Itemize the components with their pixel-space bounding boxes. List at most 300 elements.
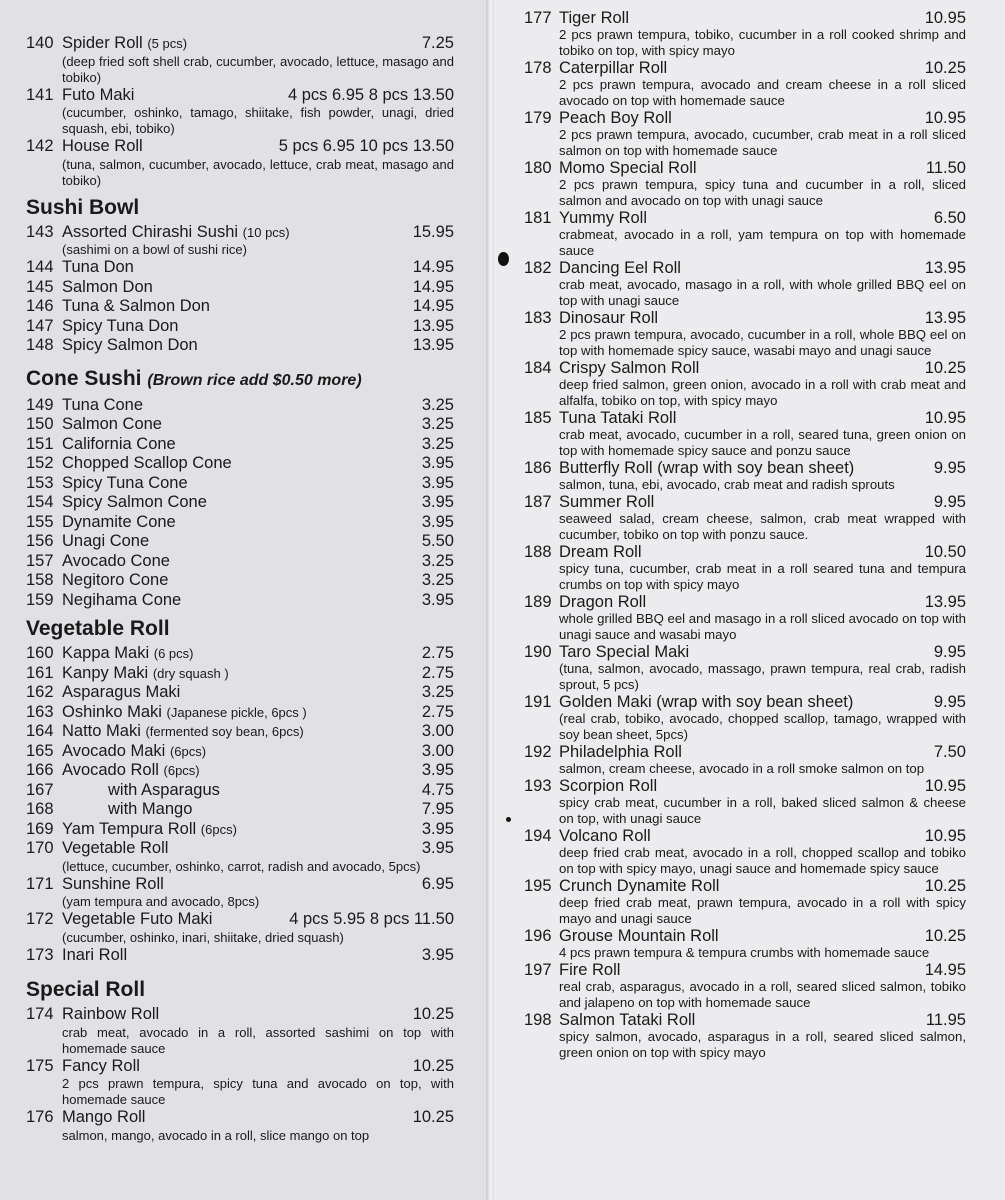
menu-item: [524, 310, 966, 359]
item-number: 144: [26, 258, 54, 276]
item-name: [62, 336, 413, 356]
item-description: 2 pcs prawn tempura, spicy tuna and cucumber in a roll, sliced salmon and avocado on top with unagi sauce: [559, 177, 966, 208]
item-description: crab meat, avocado, masago in a roll, with whole grilled BBQ eel on top with unagi sauce: [559, 277, 966, 308]
item-price: 11.50: [925, 159, 966, 177]
item-name-text: Tuna Don: [62, 258, 134, 276]
item-price: 3.95: [421, 761, 454, 779]
item-name-text: Tuna Tataki Roll: [559, 409, 677, 427]
item-name-text: Salmon Cone: [62, 415, 162, 433]
item-name-text: Spider Roll: [62, 34, 143, 52]
menu-item: [524, 544, 966, 593]
menu-item: [524, 160, 966, 209]
item-price: 10.25: [924, 877, 966, 895]
list-vegetable-roll: [26, 644, 454, 965]
item-quantity: (6pcs): [169, 743, 207, 759]
menu-item: [26, 86, 454, 138]
item-number: 190: [524, 643, 552, 661]
item-number: 172: [26, 910, 54, 928]
item-name-text: Spicy Tuna Cone: [62, 473, 188, 492]
item-name: [62, 474, 422, 494]
item-description: seaweed salad, cream cheese, salmon, crab meat wrapped with cucumber, tobiko on top with ponzu sauce.: [559, 511, 966, 542]
item-description: crabmeat, avocado in a roll, yam tempura on top with homemade sauce: [559, 227, 966, 258]
item-number: 196: [524, 927, 552, 945]
item-description: deep fried salmon, green onion, avocado in a roll with crab meat and alfalfa, tobiko on top, with spicy mayo: [559, 377, 966, 408]
menu-item: [26, 839, 454, 875]
menu-item: [524, 410, 966, 459]
item-quantity: (Japanese pickle, 6pcs ): [166, 704, 307, 720]
item-price: 13.95: [924, 259, 966, 277]
menu-item: [26, 493, 454, 513]
item-quantity: (dry squash ): [152, 665, 229, 681]
item-name-text: Philadelphia Roll: [559, 743, 682, 761]
item-name: [559, 828, 925, 845]
item-name: [62, 396, 422, 416]
menu-item-line: [524, 460, 966, 477]
menu-item-line: [26, 1057, 454, 1077]
menu-item: [26, 336, 454, 356]
menu-item: [524, 594, 966, 643]
item-number: 151: [26, 434, 54, 453]
menu-item-line: [26, 396, 454, 416]
item-price: 4 pcs 5.95 8 pcs 11.50: [289, 910, 454, 928]
item-name-text: Taro Special Maki: [559, 643, 690, 661]
menu-item: [26, 223, 454, 259]
item-name: [62, 875, 422, 895]
menu-item-line: [26, 223, 454, 243]
menu-item: [26, 454, 454, 474]
menu-item: [524, 360, 966, 409]
menu-item-line: [26, 532, 454, 552]
menu-item: [524, 260, 966, 309]
item-number: 149: [26, 395, 54, 414]
item-number: 186: [524, 459, 552, 477]
item-name: [62, 415, 422, 435]
menu-item-line: [26, 137, 454, 157]
item-price: 10.25: [924, 59, 966, 77]
item-name-text: Fire Roll: [559, 961, 621, 979]
item-name-text: Tuna & Salmon Don: [62, 297, 210, 315]
item-name: [62, 435, 422, 455]
item-number: 171: [26, 874, 54, 893]
menu-item-line: [26, 571, 454, 591]
menu-item: [26, 1108, 454, 1144]
item-description: (cucumber, oshinko, inari, shiitake, dried squash): [62, 929, 344, 945]
item-name: [62, 910, 289, 930]
item-price: 7.50: [933, 743, 966, 761]
item-name: [62, 223, 413, 243]
item-number: 188: [524, 543, 552, 561]
item-number: 175: [26, 1056, 54, 1075]
right-column: [524, 10, 966, 1062]
item-description: 2 pcs prawn tempura, tobiko, cucumber in a roll cooked shrimp and tobiko on top, with spicy mayo: [559, 27, 966, 58]
item-number: 156: [26, 532, 54, 550]
item-price: 15.95: [412, 222, 454, 241]
list-special-roll: [26, 1005, 454, 1144]
menu-item-line: [26, 493, 454, 513]
item-name-text: Butterfly Roll (wrap with soy bean sheet): [559, 459, 855, 477]
item-price: 3.95: [421, 839, 454, 857]
item-name-text: Asparagus Maki: [62, 683, 181, 701]
item-name: [559, 410, 925, 427]
item-price: 14.95: [924, 961, 966, 979]
menu-item: [26, 552, 454, 572]
menu-item: [26, 34, 454, 86]
item-name-text: Vegetable Futo Maki: [62, 910, 213, 928]
item-name: [62, 137, 279, 157]
item-description: spicy crab meat, cucumber in a roll, baked sliced salmon & cheese on top, with unagi sauce: [559, 795, 966, 826]
menu-item: [26, 742, 454, 762]
item-name-text: Avocado Cone: [62, 551, 170, 570]
menu-item: [524, 928, 966, 961]
item-name-text: Dream Roll: [559, 543, 642, 561]
item-price: 11.95: [925, 1011, 966, 1029]
item-number: 150: [26, 415, 54, 433]
menu-item: [26, 722, 454, 742]
menu-item: [524, 694, 966, 743]
item-price: 3.25: [421, 434, 454, 453]
item-number: 179: [524, 109, 552, 127]
item-name: [559, 260, 925, 277]
item-name-text: Chopped Scallop Cone: [62, 454, 232, 472]
section-subtitle: (Brown rice add $0.50 more): [147, 371, 362, 389]
menu-item-line: [524, 360, 966, 377]
item-number: 161: [26, 663, 54, 682]
item-number: 176: [26, 1108, 54, 1126]
item-number: 194: [524, 827, 552, 845]
item-name: [559, 360, 925, 377]
item-number: 191: [524, 693, 552, 711]
item-number: 145: [26, 277, 54, 296]
menu-item: [524, 878, 966, 927]
item-quantity: (6pcs): [163, 763, 200, 778]
item-name-text: Volcano Roll: [559, 827, 651, 845]
item-price: 3.25: [421, 395, 454, 414]
menu-item-line: [26, 454, 454, 474]
item-name-text: Scorpion Roll: [559, 777, 658, 795]
item-name-text: Avocado Roll: [62, 761, 159, 779]
item-price: 6.50: [933, 209, 966, 227]
menu-item-line: [26, 683, 454, 703]
item-number: 148: [26, 336, 54, 354]
item-description: salmon, tuna, ebi, avocado, crab meat and radish sprouts: [559, 477, 895, 492]
item-name: [62, 644, 422, 664]
item-name-text: Sunshine Roll: [62, 874, 164, 893]
item-quantity: (10 pcs): [242, 224, 290, 240]
item-number: 143: [26, 222, 54, 241]
item-name-text: Crunch Dynamite Roll: [559, 877, 720, 895]
item-number: 168: [26, 800, 54, 818]
item-quantity: (fermented soy bean, 6pcs): [145, 724, 304, 739]
item-name: [559, 778, 925, 795]
item-price: 3.25: [421, 415, 454, 433]
menu-item: [524, 60, 966, 109]
item-price: 14.95: [412, 297, 454, 315]
item-number: 189: [524, 593, 552, 611]
item-name-text: Summer Roll: [559, 493, 655, 511]
item-name-text: Avocado Maki: [62, 741, 166, 760]
menu-item-line: [26, 664, 454, 684]
item-name: [559, 60, 925, 77]
menu-item-line: [26, 722, 454, 742]
menu-item-line: [524, 10, 966, 27]
menu-item: [524, 644, 966, 693]
menu-item: [26, 781, 454, 801]
menu-item-line: [26, 34, 454, 54]
item-description: (tuna, salmon, cucumber, avocado, lettuce, crab meat, masago and tobiko): [62, 156, 454, 188]
menu-item-line: [26, 278, 454, 298]
item-name-text: Spicy Salmon Cone: [62, 493, 207, 511]
item-description: 2 pcs prawn tempura, spicy tuna and avocado on top, with homemade sauce: [62, 1076, 454, 1107]
section-title-cone-sushi: [26, 366, 454, 394]
menu-item-line: [524, 110, 966, 127]
menu-item: [26, 1005, 454, 1057]
menu-item: [524, 1012, 966, 1061]
page-fold: [486, 0, 494, 1200]
menu-item-line: [26, 435, 454, 455]
item-price: 4 pcs 6.95 8 pcs 13.50: [287, 85, 454, 104]
menu-item-line: [26, 297, 454, 317]
item-number: 195: [524, 877, 552, 895]
item-price: 10.25: [412, 1056, 454, 1075]
item-description: 4 pcs prawn tempura & tempura crumbs with homemade sauce: [559, 945, 930, 960]
item-name-text: Golden Maki (wrap with soy bean sheet): [559, 693, 854, 711]
item-price: 10.95: [924, 409, 966, 427]
menu-item: [26, 910, 454, 946]
item-name: [559, 544, 925, 561]
item-name-text: Grouse Mountain Roll: [559, 927, 719, 945]
menu-item-line: [26, 875, 454, 895]
item-number: 163: [26, 702, 54, 721]
item-description: crab meat, avocado in a roll, assorted sashimi on top with homemade sauce: [62, 1024, 454, 1056]
menu-item-line: [524, 160, 966, 177]
item-price: 5.50: [421, 532, 454, 550]
item-price: 7.95: [421, 800, 454, 818]
item-name-text: Assorted Chirashi Sushi: [62, 222, 239, 241]
menu-item: [524, 778, 966, 827]
item-number: 198: [524, 1011, 552, 1029]
item-description: deep fried crab meat, avocado in a roll, chopped scallop and tobiko on top with spicy mayo, unagi sauce and homemade spicy sauce: [559, 845, 966, 876]
item-number: 140: [26, 34, 54, 52]
item-name: [559, 160, 926, 177]
item-name: [62, 683, 422, 703]
item-name-text: House Roll: [62, 137, 143, 155]
item-name: [559, 494, 934, 511]
item-quantity: (6pcs): [200, 821, 237, 837]
item-name: [559, 744, 934, 761]
item-name: [559, 1012, 926, 1029]
menu-item: [524, 210, 966, 259]
menu-item-line: [524, 744, 966, 761]
menu-item: [524, 494, 966, 543]
item-quantity: (6 pcs): [153, 646, 194, 661]
item-number: 169: [26, 819, 54, 838]
menu-item-line: [26, 703, 454, 723]
left-column: [26, 34, 454, 1144]
item-description: (real crab, tobiko, avocado, chopped scallop, tamago, wrapped with soy bean sheet, 5pcs): [559, 711, 966, 742]
section-title-special-roll: Special Roll: [26, 978, 146, 1001]
item-price: 3.00: [421, 741, 454, 760]
item-name-text: Mango Roll: [62, 1108, 146, 1126]
menu-item: [26, 396, 454, 416]
item-number: 167: [26, 780, 54, 799]
menu-item: [26, 532, 454, 552]
item-name-text: Oshinko Maki: [62, 702, 162, 721]
menu-item-line: [524, 878, 966, 895]
item-price: 10.95: [924, 109, 966, 127]
item-name: [62, 278, 413, 298]
item-number: 181: [524, 209, 552, 227]
item-name-text: Rainbow Roll: [62, 1005, 160, 1023]
item-name: [62, 513, 422, 533]
item-price: 10.25: [412, 1005, 454, 1023]
item-name: [62, 571, 422, 591]
item-number: 153: [26, 473, 54, 492]
menu-item: [524, 10, 966, 59]
item-name-text: Kappa Maki: [62, 644, 150, 662]
item-number: 170: [26, 839, 54, 857]
item-description: (sashimi on a bowl of sushi rice): [62, 242, 247, 257]
item-number: 193: [524, 777, 552, 795]
list-left-top: [26, 34, 454, 189]
menu-item-line: [524, 410, 966, 427]
item-number: 178: [524, 59, 552, 77]
menu-item: [524, 828, 966, 877]
item-price: 10.95: [924, 9, 966, 27]
item-name: [62, 664, 422, 684]
item-price: 5 pcs 6.95 10 pcs 13.50: [278, 137, 454, 155]
item-name: [559, 110, 925, 127]
item-price: 4.75: [421, 780, 454, 799]
item-name: [559, 878, 925, 895]
menu-item-line: [524, 210, 966, 227]
item-price: 2.75: [421, 702, 454, 721]
item-name: [62, 1005, 413, 1025]
menu-item-line: [524, 1012, 966, 1029]
item-name-text: Yam Tempura Roll: [62, 819, 197, 838]
item-price: 13.95: [412, 316, 454, 335]
item-name-text: Futo Maki: [62, 85, 135, 104]
menu-item-line: [26, 513, 454, 533]
menu-item-line: [524, 644, 966, 661]
item-description: 2 pcs prawn tempura, avocado, cucumber in a roll, whole BBQ eel on top with homemade spicy sauce, wasabi mayo and unagi sauce: [559, 327, 966, 358]
item-description: 2 pcs prawn tempura, avocado and cream cheese in a roll sliced avocado on top with homemade sauce: [559, 77, 966, 108]
item-name: [62, 297, 413, 317]
item-name: [62, 493, 422, 513]
item-name: [62, 317, 413, 337]
menu-item: [26, 297, 454, 317]
menu-item-line: [26, 415, 454, 435]
item-price: 9.95: [933, 459, 966, 477]
item-name: [62, 86, 288, 106]
item-name: [62, 1108, 413, 1128]
item-name: [62, 1057, 413, 1077]
menu-item-line: [26, 781, 454, 801]
menu-item: [26, 474, 454, 494]
item-name-text: Negihama Cone: [62, 590, 182, 609]
item-name: [559, 694, 934, 711]
item-number: 157: [26, 551, 54, 570]
menu-item: [524, 744, 966, 777]
item-price: 2.75: [421, 644, 454, 662]
item-name: [62, 839, 422, 859]
item-name-text: with Mango: [108, 800, 193, 818]
item-description: salmon, mango, avocado in a roll, slice mango on top: [62, 1127, 370, 1143]
item-name-text: Yummy Roll: [559, 209, 648, 227]
item-name: [559, 210, 934, 227]
item-price: 3.95: [421, 512, 454, 531]
menu-item: [26, 1057, 454, 1109]
item-price: 14.95: [412, 277, 454, 296]
menu-item: [26, 946, 454, 966]
item-price: 13.95: [924, 309, 966, 327]
item-price: 10.25: [924, 927, 966, 945]
menu-item-line: [524, 594, 966, 611]
menu-item-line: [26, 1108, 454, 1128]
menu-item-line: [26, 820, 454, 840]
menu-item-line: [26, 644, 454, 664]
section-title-text: Cone Sushi: [26, 366, 142, 390]
list-sushi-bowl: [26, 223, 454, 356]
item-number: 166: [26, 761, 54, 779]
list-cone-sushi: [26, 396, 454, 611]
item-description: (tuna, salmon, avocado, massago, prawn tempura, real crab, radish sprout, 5 pcs): [559, 661, 966, 692]
item-name: [62, 742, 422, 762]
menu-item-line: [26, 591, 454, 611]
item-name: [559, 10, 925, 27]
item-name-text: Crispy Salmon Roll: [559, 359, 700, 377]
item-name: [62, 761, 422, 781]
menu-item: [26, 137, 454, 189]
menu-item: [26, 591, 454, 611]
item-price: 9.95: [933, 693, 966, 711]
menu-item-line: [26, 839, 454, 859]
item-name-text: Unagi Cone: [62, 532, 150, 550]
menu-item: [26, 875, 454, 911]
item-name: [62, 454, 422, 474]
menu-item: [26, 513, 454, 533]
menu-item-line: [524, 962, 966, 979]
item-number: 141: [26, 85, 54, 104]
item-number: 159: [26, 590, 54, 609]
item-number: 158: [26, 571, 54, 589]
menu-item-line: [26, 552, 454, 572]
menu-item: [26, 278, 454, 298]
menu-item-line: [524, 60, 966, 77]
item-price: 13.95: [412, 336, 454, 354]
menu-item-line: [26, 474, 454, 494]
menu-item: [26, 683, 454, 703]
item-number: 182: [524, 259, 552, 277]
item-price: 3.95: [421, 945, 454, 964]
item-name: [559, 594, 925, 611]
item-price: 10.25: [412, 1108, 454, 1126]
item-name: [62, 532, 422, 552]
item-name-text: Spicy Tuna Don: [62, 316, 179, 335]
item-price: 3.95: [421, 454, 454, 472]
item-description: 2 pcs prawn tempura, avocado, cucumber, crab meat in a roll sliced salmon on top with homemade sauce: [559, 127, 966, 158]
item-description: whole grilled BBQ eel and masago in a roll sliced avocado on top with unagi sauce and wasabi mayo: [559, 611, 966, 642]
item-name-text: Peach Boy Roll: [559, 109, 672, 127]
list-right: [524, 10, 966, 1061]
menu-item-line: [524, 260, 966, 277]
item-name: [62, 258, 413, 278]
item-number: 185: [524, 409, 552, 427]
menu-item-line: [524, 778, 966, 795]
item-price: 3.25: [421, 683, 454, 701]
item-number: 197: [524, 961, 552, 979]
item-name: [62, 946, 422, 966]
item-number: 183: [524, 309, 552, 327]
